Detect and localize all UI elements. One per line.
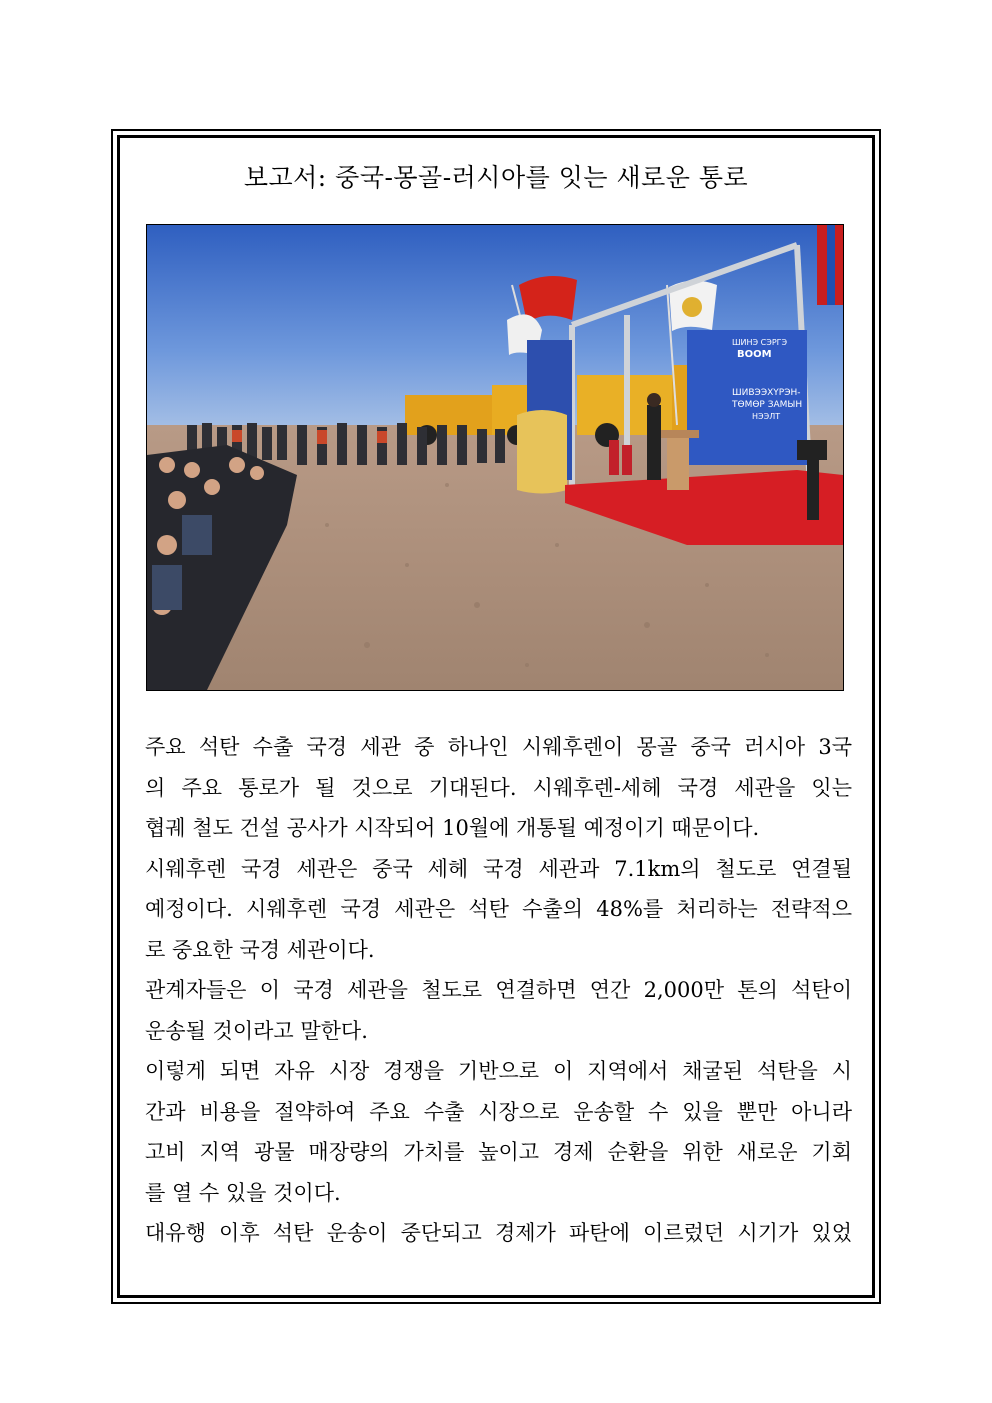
banner-line-3: ШИВЭЭХҮРЭН- [732,388,801,398]
body-line-12: 를 열 수 있을 것이다. [145,1180,341,1205]
body-line-11: 고비 지역 광물 매장량의 가치를 높이고 경제 순환을 위한 새로운 기회 [145,1140,852,1164]
body-line-1: 주요 석탄 수출 국경 세관 중 하나인 시웨후렌이 몽골 중국 러시아 3국 [145,735,852,759]
banner-line-4: ТӨМӨР ЗАМЫН [732,400,803,410]
body-line-13: 대유행 이후 석탄 운송이 중단되고 경제가 파탄에 이르렀던 시기가 있었 [145,1221,852,1245]
report-body [145,727,852,1254]
banner-line-2: BOOM [737,349,772,360]
banner-line-5: НЭЭЛТ [752,412,781,421]
body-line-5: 예정이다. 시웨후렌 국경 세관은 석탄 수출의 48%를 처리하는 전략적으 [145,897,852,921]
body-line-4: 시웨후렌 국경 세관은 중국 세헤 국경 세관과 7.1km의 철도로 연결될 [145,856,852,881]
body-line-7: 관계자들은 이 국경 세관을 철도로 연결하면 연간 2,000만 톤의 석탄이 [145,978,852,1002]
body-line-6: 로 중요한 국경 세관이다. [145,937,375,962]
banner-line-1: ШИНЭ СЭРГЭ [732,338,788,347]
body-line-2: 의 주요 통로가 될 것으로 기대된다. 시웨후렌-세헤 국경 세관을 잇는 [145,775,852,800]
ceremony-photo [146,224,844,691]
body-line-3: 협궤 철도 건설 공사가 시작되어 10월에 개통될 예정이기 때문이다. [145,816,760,840]
body-line-9: 이렇게 되면 자유 시장 경쟁을 기반으로 이 지역에서 채굴된 석탄을 시 [145,1059,852,1083]
body-line-10: 간과 비용을 절약하여 주요 수출 시장으로 운송할 수 있을 뿐만 아니라 [145,1099,852,1124]
body-line-8: 운송될 것이라고 말한다. [145,1018,368,1043]
report-title: 보고서: 중국-몽골-러시아를 잇는 새로운 통로 [243,163,749,192]
